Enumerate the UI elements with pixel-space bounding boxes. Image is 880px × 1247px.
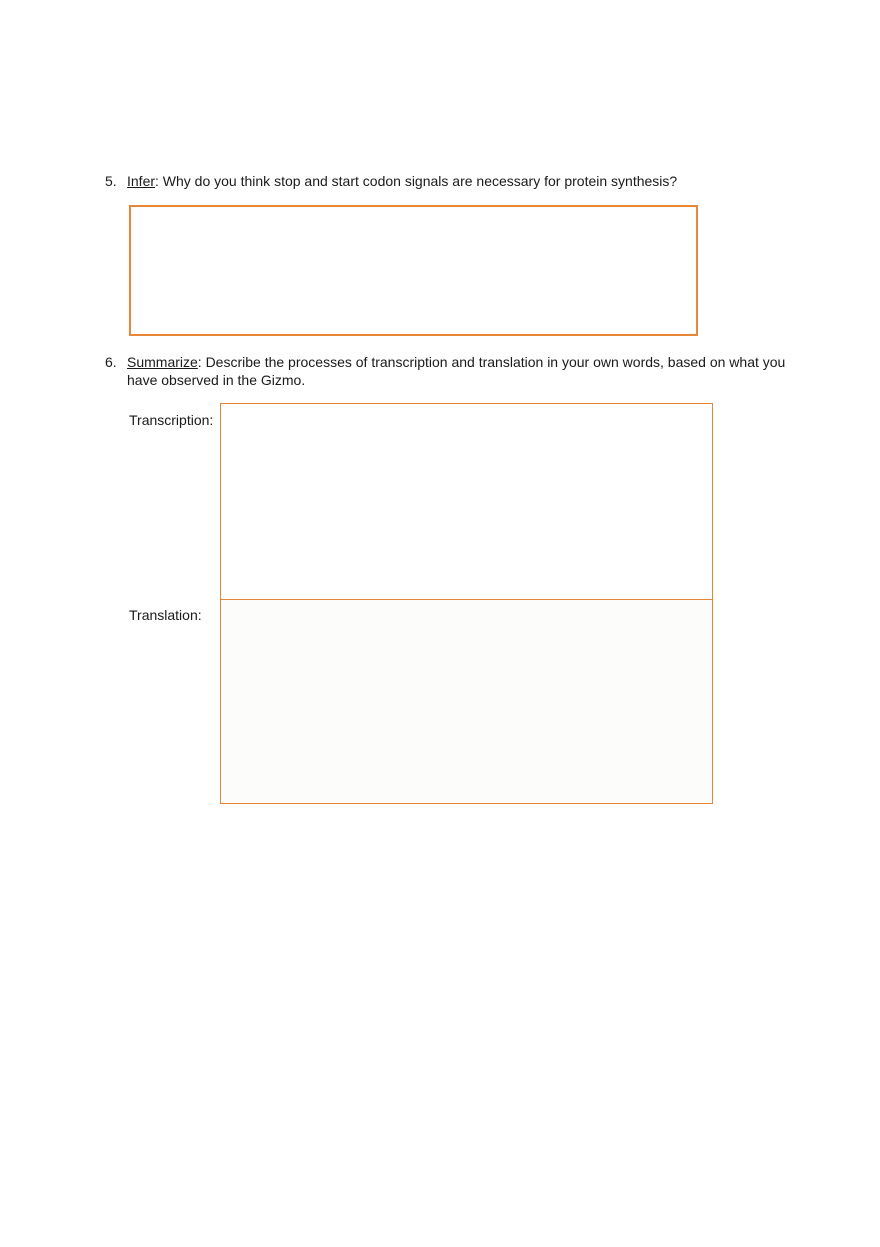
question-6-keyword: Summarize [127,354,198,370]
transcription-label: Transcription: [129,412,214,428]
question-6-number: 6. [105,354,117,370]
translation-label: Translation: [129,607,202,623]
answer-divider [221,599,712,600]
question-5-prompt [127,172,677,190]
question-5-keyword: Infer [127,173,156,189]
translation-answer-area[interactable] [221,601,712,803]
question-6-prompt [127,353,785,371]
question-6-answer-box [220,403,713,804]
question-5-number: 5. [105,173,117,189]
question-5-answer-box[interactable] [129,205,698,336]
question-6-text: : Describe the processes of transcription and translation in your own words, based on what you [197,354,786,370]
transcription-answer-area[interactable] [221,404,712,599]
question-6-text-line2: have observed in the Gizmo. [127,372,306,388]
question-5-text: : Why do you think stop and start codon signals are necessary for protein synthesis? [155,173,678,189]
